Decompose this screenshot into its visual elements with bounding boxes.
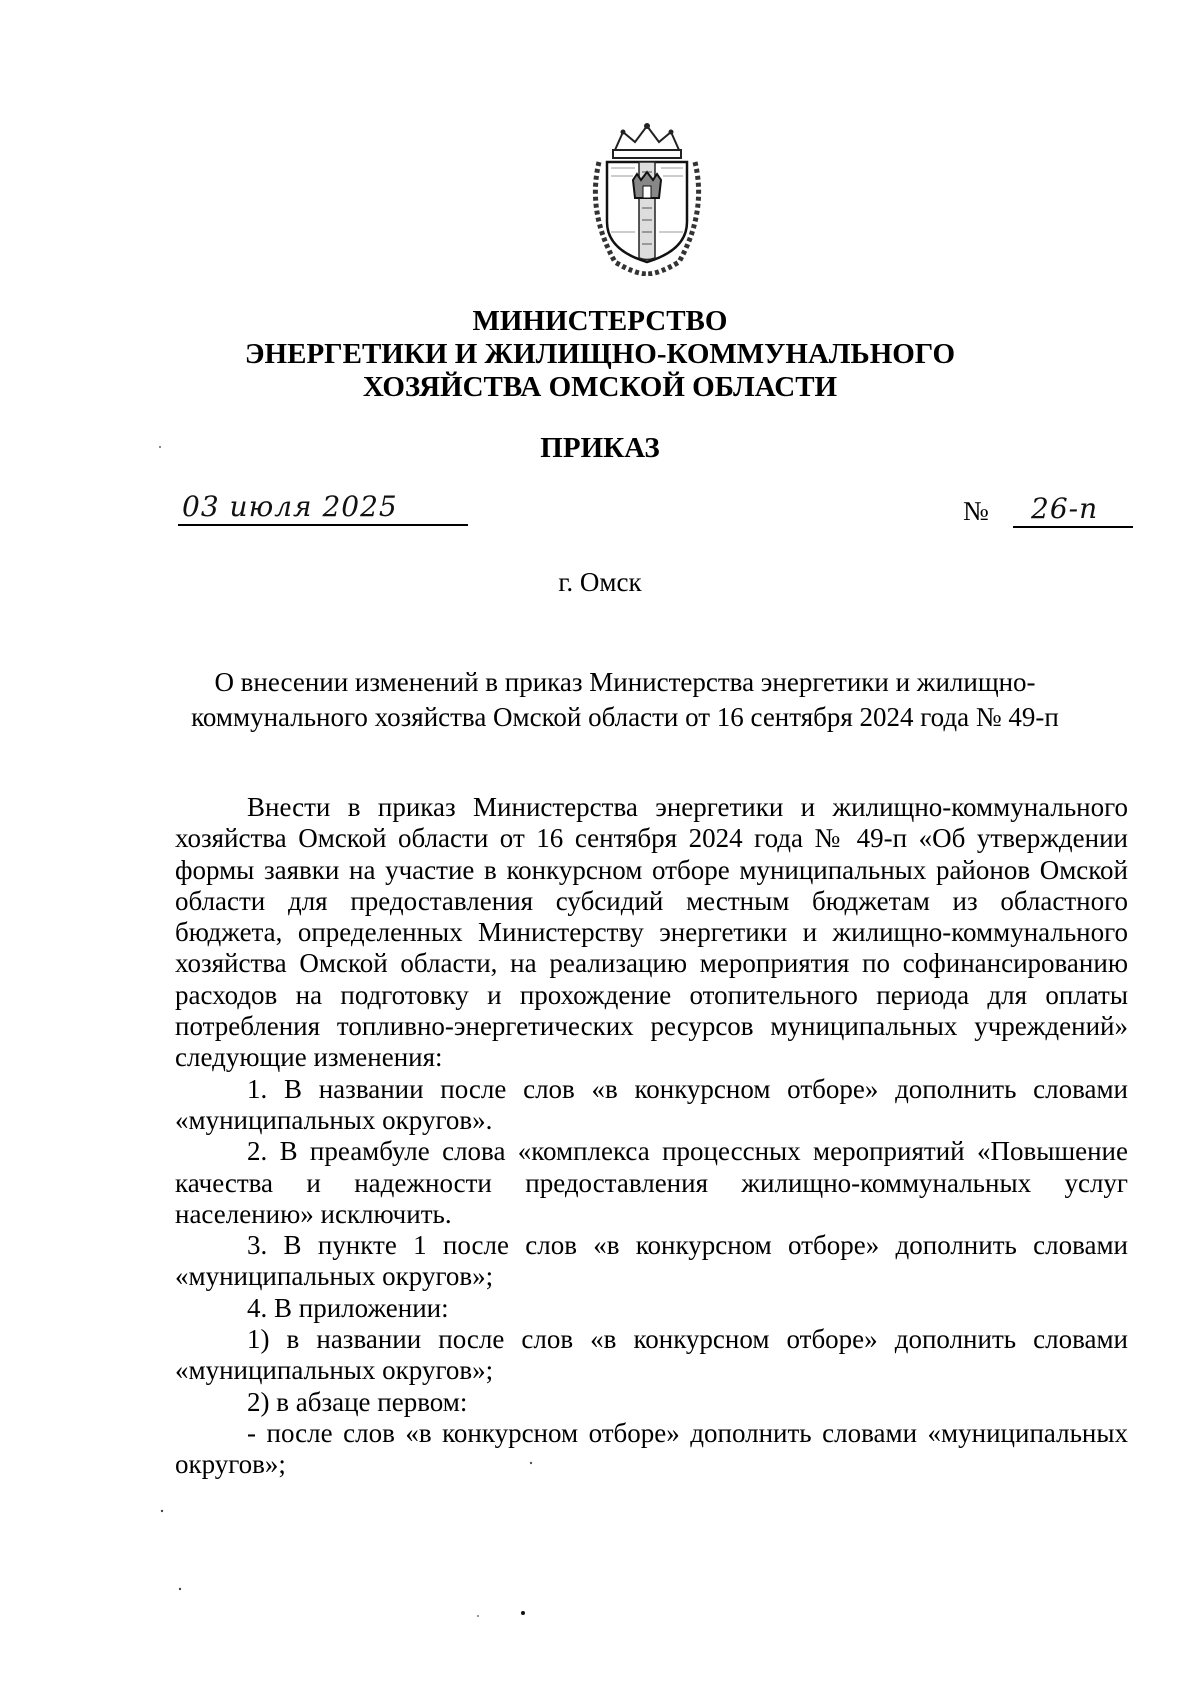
date-underline	[178, 524, 468, 526]
paragraph-item-2: 2. В преамбуле слова «комплекса процессных мероприятий «Повышение качества и надежности предоставления жилищно-коммунальных услуг населению» исключить.	[175, 1136, 1128, 1229]
subject-line-1: О внесении изменений в приказ Министерства энергетики и жилищно-	[214, 667, 1036, 697]
paragraph-bullet: - после слов «в конкурсном отборе» дополнить словами «муниципальных округов»;	[175, 1417, 1128, 1480]
coat-of-arms-icon	[585, 122, 709, 276]
paragraph-item-1: 1. В названии после слов «в конкурсном отборе» дополнить словами «муниципальных округов».	[175, 1073, 1128, 1135]
city: г. Омск	[558, 567, 642, 597]
org-line-3: ХОЗЯЙСТВА ОМСКОЙ ОБЛАСТИ	[362, 371, 838, 403]
org-line-2: ЭНЕРГЕТИКИ И ЖИЛИЩНО-КОММУНАЛЬНОГО	[244, 338, 956, 370]
org-line-1: МИНИСТЕРСТВО	[472, 305, 728, 337]
document-number	[963, 492, 1133, 534]
document-body	[175, 792, 1128, 1481]
handwritten-number: 26-п	[1031, 492, 1099, 525]
handwritten-date: 03 июля 2025	[182, 490, 398, 523]
paragraph-item-4: 4. В приложении:	[247, 1292, 449, 1323]
paragraph-item-3: 3. В пункте 1 после слов «в конкурсном отборе» дополнить словами «муниципальных округов»;	[175, 1230, 1128, 1292]
subject-line-2: коммунального хозяйства Омской области от 16 сентября 2024 года № 49-п	[191, 702, 1059, 732]
organization-name	[60, 305, 1140, 404]
document-subject	[175, 665, 1075, 735]
document-type: ПРИКАЗ	[540, 432, 660, 464]
number-underline	[1013, 526, 1133, 528]
paragraph-subitem-1: 1) в названии после слов «в конкурсном отборе» дополнить словами «муниципальных округов»;	[175, 1324, 1128, 1386]
paragraph-subitem-2: 2) в абзаце первом:	[247, 1386, 468, 1417]
number-sign: №	[963, 496, 989, 526]
document-date	[178, 490, 468, 532]
paragraph-intro: Внести в приказ Министерства энергетики и жилищно-коммунального хозяйства Омской области от 16 сентября 2024 года № 49-п «Об утверждении формы заявки на участие в конкурсном отборе муниципальных районов Омской области для предоставления субсидий местным бюджетам из областного бюджета, определенных Министерству энергетики и жилищно-коммунального хозяйства Омской области, на реализацию мероприятия по софинансированию расходов на подготовку и прохождение отопительного периода для оплаты потребления топливно-энергетических ресурсов муниципальных учреждений» следующие изменения:	[175, 792, 1128, 1073]
